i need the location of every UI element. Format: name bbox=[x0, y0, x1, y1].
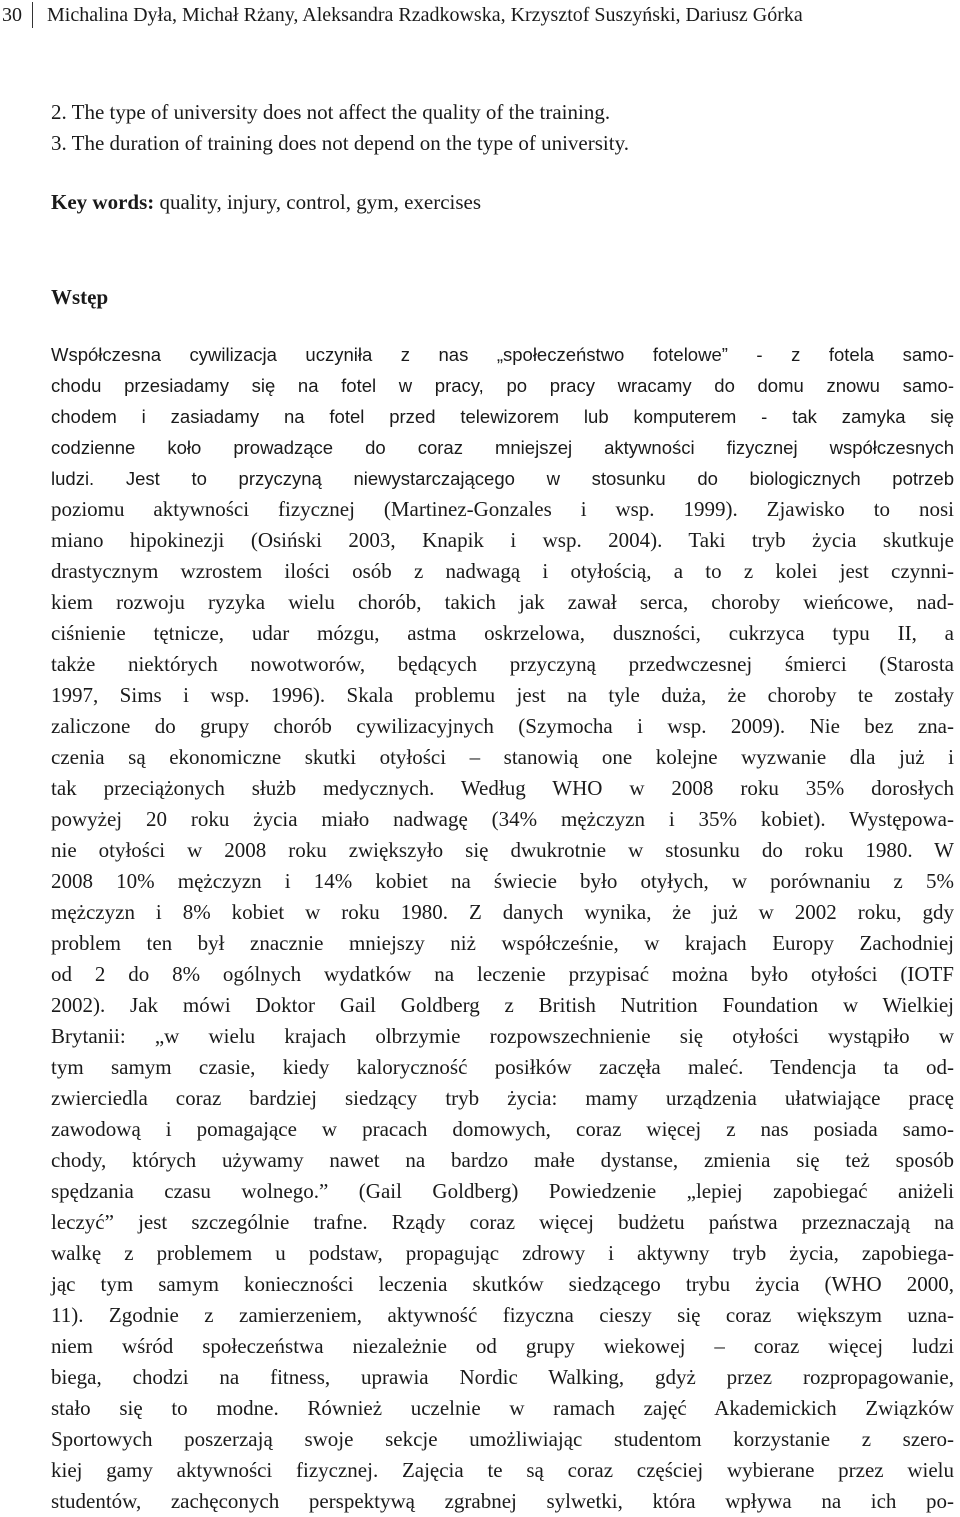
text-line: ciśnienie tętnicze, udar mózgu, astma oskrzelowa, duszności, cukrzyca typu II, a bbox=[51, 621, 954, 645]
text-line: także niektórych nowotworów, będących przyczyną przedwczesnej śmierci (Starosta bbox=[51, 652, 954, 676]
page-number: 30 bbox=[0, 2, 33, 28]
keywords-terms: quality, injury, control, gym, exercises bbox=[154, 190, 482, 214]
section-heading: Wstęp bbox=[51, 285, 109, 309]
text-line: zwierciedla coraz bardziej siedzący tryb życia: mamy urządzenia ułatwiające pracę bbox=[51, 1086, 954, 1110]
text-line: zawodową i pomagające w pracach domowych, coraz więcej z nas posiada samo- bbox=[51, 1117, 954, 1141]
text-line: Współczesna cywilizacja uczyniła z nas „społeczeństwo fotelowe” - z fotela samo- bbox=[51, 344, 954, 365]
text-line: jąc tym samym konieczności leczenia skutków siedzącego trybu życia (WHO 2000, bbox=[51, 1272, 954, 1296]
conclusions-list bbox=[51, 97, 629, 159]
text-line: 1997, Sims i wsp. 1996). Skala problemu jest na tyle duża, że choroby te zostały bbox=[51, 683, 954, 707]
text-line: niem wśród społeczeństwa niezależnie od grupy wiekowej – coraz więcej ludzi bbox=[51, 1334, 954, 1358]
keywords-label: Key words: bbox=[51, 190, 155, 214]
text-line: spędzania czasu wolnego.” (Gail Goldberg) Powiedzenie „lepiej zapobiegać aniżeli bbox=[51, 1179, 954, 1203]
text-line: Sportowych poszerzają swoje sekcje umożliwiając studentom korzystanie z szero- bbox=[51, 1427, 954, 1451]
text-line: chodu przesiadamy się na fotel w pracy, po pracy wracamy do domu znowu samo- bbox=[51, 375, 954, 396]
text-line: nie otyłości w 2008 roku zwiększyło się dwukrotnie w stosunku do roku 1980. W bbox=[51, 838, 954, 862]
text-line: drastycznym wzrostem ilości osób z nadwagą i otyłością, a to z kolei jest czynni- bbox=[51, 559, 954, 583]
text-line: od 2 do 8% ogólnych wydatków na leczenie przypisać można było otyłości (IOTF bbox=[51, 962, 954, 986]
text-line: leczyć” jest szczególnie trafne. Rządy coraz więcej budżetu państwa przeznaczają na bbox=[51, 1210, 954, 1234]
text-line: czenia są ekonomiczne skutki otyłości – stanowią one kolejne wyzwanie dla już i bbox=[51, 745, 954, 769]
text-line: ludzi. Jest to przyczyną niewystarczającego w stosunku do biologicznych potrzeb bbox=[51, 468, 954, 489]
text-line: Brytanii: „w wielu krajach olbrzymie rozpowszechnienie się otyłości wystąpiło w bbox=[51, 1024, 954, 1048]
text-line: studentów, zachęconych perspektywą zgrabnej sylwetki, która wpływa na ich po- bbox=[51, 1489, 954, 1513]
text-line: zaliczone do grupy chorób cywilizacyjnych (Szymocha i wsp. 2009). Nie bez zna- bbox=[51, 714, 954, 738]
header-authors: Michalina Dyła, Michał Rżany, Aleksandra Rzadkowska, Krzysztof Suszyński, Dariusz Górka bbox=[47, 4, 803, 26]
text-line: codzienne koło prowadzące do coraz mniejszej aktywności fizycznej współczesnych bbox=[51, 437, 954, 458]
text-line: miano hipokinezji (Osiński 2003, Knapik i wsp. 2004). Taki tryb życia skutkuje bbox=[51, 528, 954, 552]
keywords bbox=[51, 188, 481, 216]
running-header bbox=[0, 2, 803, 32]
text-line: chody, których używamy nawet na bardzo małe dystanse, zmienia się też sposób bbox=[51, 1148, 954, 1172]
text-line: problem ten był znacznie mniejszy niż współcześnie, w krajach Europy Zachodniej bbox=[51, 931, 954, 955]
conclusion-item: 2. The type of university does not affect the quality of the training. bbox=[51, 100, 611, 124]
text-line: tak przeciążonych służb medycznych. Według WHO w 2008 roku 35% dorosłych bbox=[51, 776, 954, 800]
body-paragraph bbox=[51, 339, 954, 1517]
text-line: 2002). Jak mówi Doktor Gail Goldberg z British Nutrition Foundation w Wielkiej bbox=[51, 993, 954, 1017]
text-line: poziomu aktywności fizycznej (Martinez-Gonzales i wsp. 1999). Zjawisko to nosi bbox=[51, 497, 954, 521]
text-line: 11). Zgodnie z zamierzeniem, aktywność fizyczna cieszy się coraz większym uzna- bbox=[51, 1303, 954, 1327]
text-line: chodem i zasiadamy na fotel przed telewizorem lub komputerem - tak zamyka się bbox=[51, 406, 954, 427]
text-line: 2008 10% mężczyzn i 14% kobiet na świecie było otyłych, w porównaniu z 5% bbox=[51, 869, 954, 893]
text-line: tym samym czasie, kiedy kaloryczność posiłków zaczęła maleć. Tendencja ta od- bbox=[51, 1055, 954, 1079]
text-line: powyżej 20 roku życia miało nadwagę (34% mężczyzn i 35% kobiet). Występowa- bbox=[51, 807, 954, 831]
conclusion-item: 3. The duration of training does not depend on the type of university. bbox=[51, 131, 629, 155]
text-line: biega, chodzi na fitness, uprawia Nordic Walking, gdyż przez rozpropagowanie, bbox=[51, 1365, 954, 1389]
text-line: stało się to modne. Również uczelnie w ramach zajęć Akademickich Związków bbox=[51, 1396, 954, 1420]
text-line: kiej gamy aktywności fizycznej. Zajęcia te są coraz częściej wybierane przez wielu bbox=[51, 1458, 954, 1482]
text-line: walkę z problemem u podstaw, propagując zdrowy i aktywny tryb życia, zapobiega- bbox=[51, 1241, 954, 1265]
text-line: kiem rozwoju ryzyka wielu chorób, takich jak zawał serca, choroby wieńcowe, nad- bbox=[51, 590, 954, 614]
text-line: mężczyzn i 8% kobiet w roku 1980. Z danych wynika, że już w 2002 roku, gdy bbox=[51, 900, 954, 924]
